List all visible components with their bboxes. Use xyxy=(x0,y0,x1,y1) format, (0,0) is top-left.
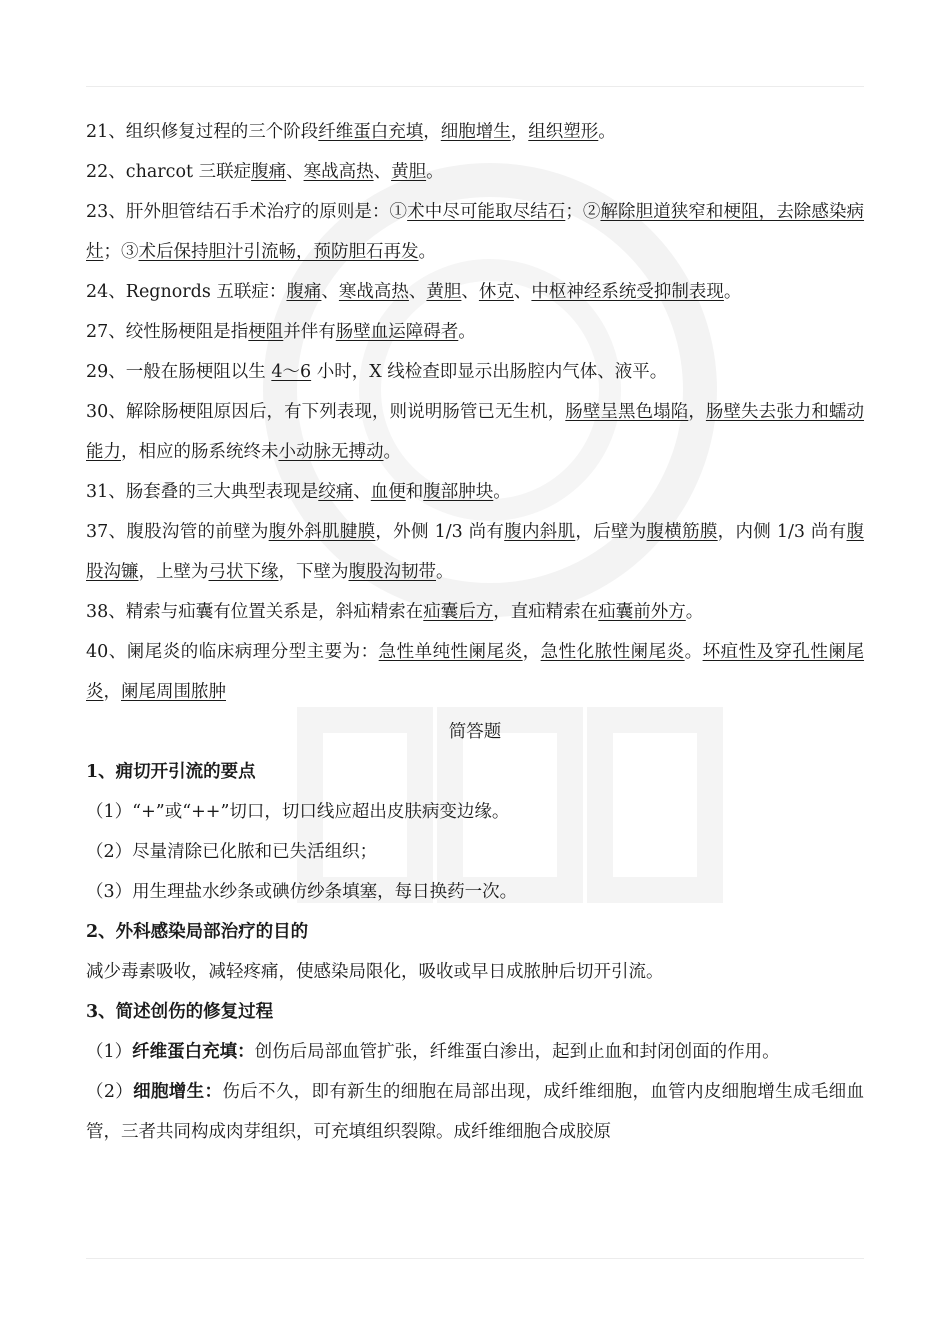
item-text: 22、charcot 三联症 xyxy=(86,162,252,182)
question-3-title: 3、简述创伤的修复过程 xyxy=(86,1002,274,1022)
answer: 梗阻 xyxy=(248,322,284,342)
item-37 xyxy=(86,512,864,592)
item-text: 。 xyxy=(436,562,454,582)
item-text: ， xyxy=(510,122,529,142)
answer: 肠壁血运障碍者 xyxy=(335,322,459,342)
point-text: 伤后不久，即有新生的细胞在局部出现，成纤维细胞，血管内皮细胞增生成毛细血管，三者共同构成肉芽组织，可充填组织裂隙。成纤维细胞合成胶原 xyxy=(86,1082,864,1142)
item-text: 。 xyxy=(426,162,444,182)
item-text: ；③ xyxy=(103,242,139,262)
answer: 小动脉无搏动 xyxy=(278,442,384,462)
answer: 绞痛 xyxy=(318,482,354,502)
answer: 寒战高热 xyxy=(338,282,409,302)
question-1-title: 1、痈切开引流的要点 xyxy=(86,762,256,782)
item-text: 、 xyxy=(513,282,532,302)
item-text: ， xyxy=(522,642,541,662)
item-text: 。 xyxy=(723,282,742,302)
item-text: ，相应的肠系统终未 xyxy=(121,442,279,462)
item-text: ， xyxy=(103,682,121,702)
item-text: 。 xyxy=(418,242,436,262)
answer: 纤维蛋白充填 xyxy=(318,122,424,142)
item-40 xyxy=(86,632,864,712)
point-label: （2） xyxy=(86,1082,134,1102)
item-text: ，外侧 1/3 尚有 xyxy=(375,522,505,542)
item-text: 。 xyxy=(383,442,401,462)
answer: 急性化脓性阑尾炎 xyxy=(540,642,685,662)
answer: 腹外斜肌腱膜 xyxy=(268,522,376,542)
item-23 xyxy=(86,192,864,272)
answer: 寒战高热 xyxy=(303,162,374,182)
item-text: 27、绞性肠梗阻是指 xyxy=(86,322,249,342)
answer: 腹股沟镰 xyxy=(86,522,864,582)
item-text: 、 xyxy=(321,282,339,302)
item-text: ，后壁为 xyxy=(575,522,647,542)
top-rule xyxy=(86,86,864,87)
question-2-answer: 减少毒素吸收，减轻疼痛，使感染局限化，吸收或早日成脓肿后切开引流。 xyxy=(86,962,664,982)
point-heading: 纤维蛋白充填： xyxy=(132,1042,255,1062)
item-text: 。 xyxy=(598,122,616,142)
item-21 xyxy=(86,112,864,152)
answer: 弓状下缘 xyxy=(208,562,279,582)
item-text: ， xyxy=(688,402,706,422)
item-text: 40、阑尾炎的临床病理分型主要为： xyxy=(86,642,379,662)
question-2-title: 2、外科感染局部治疗的目的 xyxy=(86,922,309,942)
answer: 阑尾周围脓肿 xyxy=(121,682,226,702)
answer: 腹部肿块 xyxy=(423,482,494,502)
answer: 4～6 xyxy=(271,362,312,382)
item-text: 30、解除肠梗阻原因后，有下列表现，则说明肠管已无生机， xyxy=(86,402,566,422)
item-text: 23、肝外胆管结石手术治疗的原则是：① xyxy=(86,202,408,222)
item-text: 、 xyxy=(286,162,304,182)
answer: 血便 xyxy=(370,482,406,502)
item-text: 小时，X 线检查即显示出肠腔内气体、液平。 xyxy=(311,362,668,382)
item-text: ；② xyxy=(565,202,601,222)
item-text: 、 xyxy=(373,162,392,182)
question-1-point-2: （2）尽量清除已化脓和已失活组织； xyxy=(86,842,378,862)
point-label: （1） xyxy=(86,1042,133,1062)
item-29 xyxy=(86,352,864,392)
item-text: ，上壁为 xyxy=(138,562,209,582)
item-38 xyxy=(86,592,864,632)
answer: 疝囊前外方 xyxy=(598,602,686,622)
question-1-point-1: （1）“+”或“++”切口，切口线应超出皮肤病变边缘。 xyxy=(86,802,510,822)
answer: 黄胆 xyxy=(426,282,462,302)
item-22 xyxy=(86,152,864,192)
item-text: 。 xyxy=(684,642,703,662)
item-text: 。 xyxy=(458,322,476,342)
item-text: 31、肠套叠的三大典型表现是 xyxy=(86,482,319,502)
answer: 腹股沟韧带 xyxy=(348,562,436,582)
answer: 急性单纯性阑尾炎 xyxy=(378,642,523,662)
item-text: 和 xyxy=(405,482,424,502)
item-text: 37、腹股沟管的前壁为 xyxy=(86,522,269,542)
item-text: 、 xyxy=(408,282,427,302)
item-text: 、 xyxy=(353,482,371,502)
item-text: 24、Regnords 五联症： xyxy=(86,282,287,302)
answer: 腹痛 xyxy=(251,162,287,182)
answer: 解除胆道狭窄和梗阻，去除感染病灶 xyxy=(86,202,865,262)
answer: 腹内斜肌 xyxy=(504,522,576,542)
answer: 细胞增生 xyxy=(440,122,511,142)
item-text: 21、组织修复过程的三个阶段 xyxy=(86,122,319,142)
point-text: 创伤后局部血管扩张，纤维蛋白渗出，起到止血和封闭创面的作用。 xyxy=(254,1042,780,1062)
item-text: 、 xyxy=(461,282,479,302)
answer: 腹横筋膜 xyxy=(646,522,718,542)
item-31 xyxy=(86,472,864,512)
answer: 术中尽可能取尽结石 xyxy=(407,202,566,222)
question-3-point-2 xyxy=(86,1072,864,1152)
answer: 坏疽性及穿孔性阑尾炎 xyxy=(86,642,865,702)
point-heading: 细胞增生： xyxy=(133,1082,223,1102)
item-text: ，内侧 1/3 尚有 xyxy=(717,522,847,542)
answer: 中枢神经系统受抑制表现 xyxy=(531,282,724,302)
item-text: 并伴有 xyxy=(283,322,336,342)
answer: 腹痛 xyxy=(286,282,322,302)
answer: 组织塑形 xyxy=(528,122,599,142)
item-text: ，下壁为 xyxy=(278,562,349,582)
question-3-point-1 xyxy=(86,1032,864,1072)
item-text: ， xyxy=(423,122,441,142)
bottom-rule xyxy=(86,1258,864,1259)
answer: 疝囊后方 xyxy=(423,602,494,622)
item-text: 。 xyxy=(493,482,511,502)
answer: 肠壁失去张力和蠕动能力 xyxy=(86,402,865,462)
item-30 xyxy=(86,392,864,472)
answer: 肠壁呈黑色塌陷 xyxy=(565,402,689,422)
item-text: 29、一般在肠梗阻以生 xyxy=(86,362,272,382)
answer: 休克 xyxy=(478,282,514,302)
section-title: 简答题 xyxy=(448,722,502,742)
question-1-point-3: （3）用生理盐水纱条或碘仿纱条填塞，每日换药一次。 xyxy=(86,882,518,902)
item-text: 38、精索与疝囊有位置关系是，斜疝精索在 xyxy=(86,602,424,622)
item-text: 。 xyxy=(685,602,704,622)
document-body xyxy=(86,112,864,1152)
item-27 xyxy=(86,312,864,352)
item-24 xyxy=(86,272,864,312)
item-text: ，直疝精索在 xyxy=(493,602,599,622)
answer: 黄胆 xyxy=(391,162,427,182)
answer: 术后保持胆汁引流畅，预防胆石再发 xyxy=(138,242,419,262)
